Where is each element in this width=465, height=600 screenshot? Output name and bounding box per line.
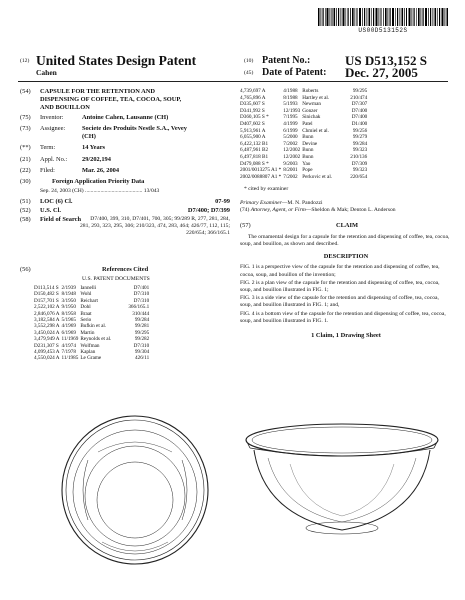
field-term [20, 144, 230, 156]
field-22 [20, 167, 230, 178]
reference-inventor: Reichart [80, 297, 98, 304]
reference-class: D7/401 [133, 285, 150, 291]
foreign-priority-title: Foreign Application Priority Data [52, 178, 145, 185]
reference-class: 210/474 [350, 94, 368, 101]
reference-inventor: Kaplan [80, 349, 96, 356]
assignee-value: Societe des Produits Nestle S.A., Vevey (CH) [82, 125, 187, 140]
reference-date: 12/1993 [283, 107, 301, 114]
field-code: (51) [20, 198, 31, 205]
reference-inventor: Braat [80, 310, 92, 317]
references-table-left [34, 285, 151, 362]
field-75 [20, 114, 230, 125]
capsule-base [306, 522, 378, 534]
reference-number: D360,105 S * [240, 114, 269, 121]
patent-number: US D513,152 S [345, 53, 427, 68]
description-paragraph: FIG. 2 is a plan view of the capsule for the retention and dispensing of coffee, tea, cocoa, soup, and bouillon illustrated in FIG. 1; [240, 279, 440, 293]
reference-inventor: Pope [302, 167, 313, 174]
reference-class: 99/284 [134, 317, 150, 324]
reference-class: 99/323 [352, 147, 368, 154]
reference-row [240, 141, 369, 148]
reference-class: D7/307 [351, 101, 368, 108]
reference-date: 7/2002 [283, 173, 298, 180]
reference-number: 2,846,076 A [34, 310, 60, 317]
reference-inventor: Patel [302, 120, 313, 127]
barcode [318, 8, 448, 26]
code-10: (10) [244, 58, 254, 64]
reference-number: D479,088 S * [240, 160, 269, 167]
reference-number: 4,550,024 A [34, 355, 60, 362]
references-table-right [240, 88, 369, 180]
reference-row [240, 161, 369, 168]
reference-class: D1/400 [351, 120, 368, 127]
reference-date: 7/1978 [61, 349, 76, 356]
reference-class: 99/281 [134, 323, 150, 330]
reference-row [240, 101, 369, 108]
reference-inventor: Bufkin et al. [80, 323, 107, 330]
reference-class: D7/310 [133, 342, 150, 349]
reference-number: D157,701 S [34, 297, 59, 304]
reference-row [240, 167, 369, 174]
reference-inventor: Bunn [302, 153, 314, 160]
outer-rim [62, 416, 208, 564]
reference-date: 8/2001 [283, 167, 298, 174]
reference-row [240, 128, 369, 135]
field-code: (57) [240, 221, 251, 229]
reference-date: 8/1948 [61, 291, 76, 298]
reference-number: 6,055,900 A [240, 134, 266, 141]
attorney-value: —Sheldon & Mak; Denton L. Anderson [305, 206, 396, 213]
field-code: (58) [20, 216, 31, 223]
reference-date: 4/1969 [61, 323, 76, 330]
field-code: (54) [20, 88, 31, 95]
reference-date: 12/2002 [283, 153, 301, 160]
filed-label: Filed: [40, 167, 55, 174]
assignee-label: Assignee: [40, 125, 66, 132]
header-rule [18, 81, 448, 82]
reference-inventor: Perkovic et al. [302, 173, 333, 180]
reference-row [240, 147, 369, 154]
reference-class: 366/165.1 [128, 304, 150, 311]
examiner-value: —M. N. Pandozzi [281, 199, 323, 206]
field-code: (56) [20, 266, 31, 273]
us-patent-docs [20, 276, 230, 285]
field-58 [20, 216, 230, 266]
field-code: (30) [20, 178, 31, 185]
reference-class: D7/310 [133, 291, 150, 298]
reference-date: 7/1995 [283, 114, 298, 121]
reference-date: 5/1965 [61, 317, 76, 324]
description-paragraph: FIG. 4 is a bottom view of the capsule for the retention and dispensing of coffee, tea, cocoa, soup, and bouillon illustrated in FIG. 1. [240, 310, 446, 324]
term-value: 14 Years [82, 144, 106, 151]
field-73 [20, 125, 230, 144]
primary-examiner [240, 200, 452, 207]
field-code: (21) [20, 156, 31, 163]
reference-class: 310/444 [132, 310, 150, 317]
barcode-number: US00D513152S [358, 27, 408, 34]
inventor-surname: Cahen [36, 68, 57, 77]
reference-number: D113,514 S [34, 285, 59, 291]
field-code: (52) [20, 207, 31, 214]
reference-class: 210/136 [350, 153, 368, 160]
reference-row [240, 88, 369, 95]
reference-number: D341,992 S [240, 107, 265, 114]
reference-number: 4,765,896 A [240, 94, 266, 101]
reference-date: 4/1999 [283, 120, 298, 127]
examiner-label: Primary Examiner [240, 199, 282, 206]
inventor-value: Antoine Cahen, Lausanne (CH) [82, 114, 169, 121]
reference-class: 426/11 [135, 355, 150, 362]
reference-inventor: Roberts [302, 88, 319, 94]
reference-date: 11/1985 [61, 355, 79, 362]
reference-number: 2002/0088807 A1 * [240, 173, 282, 180]
claim-text: The ornamental design for a capsule for the retention and dispensing of coffee, tea, cocoa, soup, and bouillon, as shown and described. [240, 233, 450, 248]
field-57 [240, 222, 452, 234]
reference-inventor: Martin [80, 329, 95, 336]
reference-number: 3,182,584 A [34, 317, 60, 324]
reference-date: 6/1999 [283, 127, 298, 134]
claim-count: 1 Claim, 1 Drawing Sheet [311, 331, 381, 339]
inventor-label: Inventor: [40, 114, 64, 121]
right-column [240, 88, 452, 340]
reference-class: D7/400 [351, 114, 368, 121]
foreign-priority-row [20, 188, 230, 198]
reference-date: 4/1974 [61, 342, 76, 349]
reference-inventor: Chmiel et al. [302, 127, 329, 134]
reference-class: 99/256 [352, 127, 368, 134]
cited-by-examiner: * cited by examiner [244, 186, 289, 193]
reference-inventor: Dohl [80, 304, 91, 311]
reference-row [240, 134, 369, 141]
reference-number: 2001/0013275 A1 * [240, 167, 282, 174]
reference-row [240, 114, 369, 121]
attorney-label: Attorney, Agent, or Firm [250, 206, 306, 213]
fig-plan-view [58, 412, 213, 572]
reference-date: 5/1993 [283, 101, 298, 108]
reference-number: 5,913,961 A [240, 127, 266, 134]
patent-date: Dec. 27, 2005 [345, 65, 418, 80]
reference-number: D407,602 S [240, 120, 265, 127]
reference-inventor: Wolfman [80, 342, 100, 349]
field-52 [20, 207, 230, 216]
field-of-search-value: D7/400, 399, 310, D7/401, 700, 305; 99/289 R, 277, 281, 284, 281, 293, 323, 295, 306; 210/323, 474, 283, 464; 426/77, 112, 115; 220/654; 366/165.1 [80, 216, 230, 237]
us-cl-label: U.S. Cl. [40, 207, 61, 214]
reference-class: 220/654 [350, 173, 368, 180]
us-cl-value: D7/400; D7/399 [187, 207, 230, 214]
field-code: (22) [20, 167, 31, 174]
inner-bottom [97, 462, 173, 538]
loc-label: LOC (6) Cl. [40, 198, 73, 205]
field-of-search-label: Field of Search [40, 216, 82, 223]
reference-inventor: Hartley et al. [302, 94, 330, 101]
us-patent-docs-title: U.S. PATENT DOCUMENTS [82, 276, 150, 282]
reference-number: 3,552,298 A [34, 323, 60, 330]
reference-date: 3/1950 [61, 297, 76, 304]
patent-no-label: Patent No.: [262, 55, 311, 66]
reference-inventor: Wohl [80, 291, 92, 298]
reference-row [34, 355, 151, 361]
claim-title: CLAIM [336, 221, 359, 229]
reference-inventor: Iannelli [80, 285, 97, 291]
code-12: (12) [20, 58, 30, 64]
left-column [20, 88, 230, 362]
patent-title: CAPSULE FOR THE RETENTION AND DISPENSING OF COFFEE, TEA, COCOA, SOUP, AND BOUILLON [40, 88, 182, 111]
reference-number: 4,739,697 A [240, 88, 266, 94]
reference-number: D231,307 S [34, 342, 59, 349]
description-paragraph: FIG. 1 is a perspective view of the capsule for the retention and dispensing of coffee, tea, cocoa, soup, and bouillon of the invention; [240, 264, 440, 278]
reference-date: 6/1969 [61, 329, 76, 336]
reference-row [240, 108, 369, 115]
field-code: (**) [20, 144, 31, 151]
term-label: Term: [40, 144, 56, 151]
field-51 [20, 198, 230, 207]
reference-class: 99/282 [134, 336, 150, 343]
capsule-body [254, 450, 430, 530]
reference-row [240, 121, 369, 128]
reference-inventor: Yao [302, 160, 311, 167]
reference-class: D7/309 [351, 160, 368, 167]
field-code: (75) [20, 114, 31, 121]
reference-number: 4,099,453 A [34, 349, 60, 356]
reference-date: 5/2000 [283, 134, 298, 141]
description-list [240, 264, 452, 325]
reference-date: 11/1969 [61, 336, 79, 343]
reference-number: 3,479,949 A [34, 336, 60, 343]
description-title: DESCRIPTION [323, 253, 369, 261]
reference-class: D7/310 [133, 297, 150, 304]
reference-class: 99/304 [134, 349, 150, 356]
field-21 [20, 156, 230, 167]
reference-number: D335,607 S [240, 101, 265, 108]
reference-inventor: Sinichak [302, 114, 321, 121]
reference-class: 99/295 [352, 88, 368, 94]
reference-class: 99/295 [134, 329, 150, 336]
reference-date: 4/1988 [283, 88, 298, 94]
field-code: (73) [20, 125, 31, 132]
reference-number: 3,450,024 A [34, 329, 60, 336]
reference-row [240, 174, 369, 181]
code-45: (45) [244, 70, 254, 76]
reference-number: 6,497,818 B1 [240, 153, 269, 160]
reference-date: 2/1939 [61, 285, 76, 291]
reference-class: 99/323 [352, 167, 368, 174]
loc-value: 07-99 [215, 198, 230, 205]
foreign-priority-value: Sep. 24, 2003 (CH) ......................................... 13/043 [40, 188, 160, 194]
reference-number: 6,487,961 B2 [240, 147, 269, 154]
filed-value: Mar. 26, 2004 [82, 167, 120, 174]
reference-class: 99/279 [352, 134, 368, 141]
reference-inventor: Devine [302, 140, 318, 147]
description-paragraph: FIG. 3 is a side view of the capsule for the retention and dispensing of coffee, tea, cocoa, soup, and bouillon illustrated in FIG. 1; and, [240, 295, 439, 309]
reference-inventor: Gonzer [302, 107, 318, 114]
reference-date: 8/1958 [61, 310, 76, 317]
reference-date: 12/2002 [283, 147, 301, 154]
document-type: United States Design Patent [36, 53, 197, 68]
reference-number: D150,482 S [34, 291, 59, 298]
capsule-rim [246, 424, 438, 456]
field-74 [240, 207, 452, 214]
references-cited-title: References Cited [102, 266, 149, 273]
field-54 [20, 88, 230, 114]
field-56 [20, 266, 230, 276]
appl-no-label: Appl. No.: [40, 156, 68, 163]
reference-inventor: Bunn [302, 147, 314, 154]
reference-row [240, 95, 369, 102]
field-code: (74) [240, 206, 250, 213]
field-30 [20, 178, 230, 188]
reference-number: 6,422,132 B1 [240, 140, 269, 147]
appl-no-value: 29/202,194 [82, 156, 111, 163]
reference-row [240, 154, 369, 161]
reference-class: 99/284 [352, 140, 368, 147]
reference-date: 9/2003 [283, 160, 298, 167]
fig-side-view [242, 418, 442, 548]
reference-inventor: Serio [80, 317, 92, 324]
reference-inventor: Bunn [302, 134, 314, 141]
reference-date: 9/1950 [61, 304, 76, 311]
reference-inventor: Newman [302, 101, 321, 108]
reference-date: 8/1988 [283, 94, 298, 101]
reference-number: 2,522,102 A [34, 304, 60, 311]
reference-inventor: Reynolds et al. [80, 336, 112, 343]
reference-class: D7/400 [351, 107, 368, 114]
reference-date: 7/2002 [283, 140, 298, 147]
date-label: Date of Patent: [262, 67, 327, 78]
reference-inventor: Le Grame [80, 355, 102, 362]
